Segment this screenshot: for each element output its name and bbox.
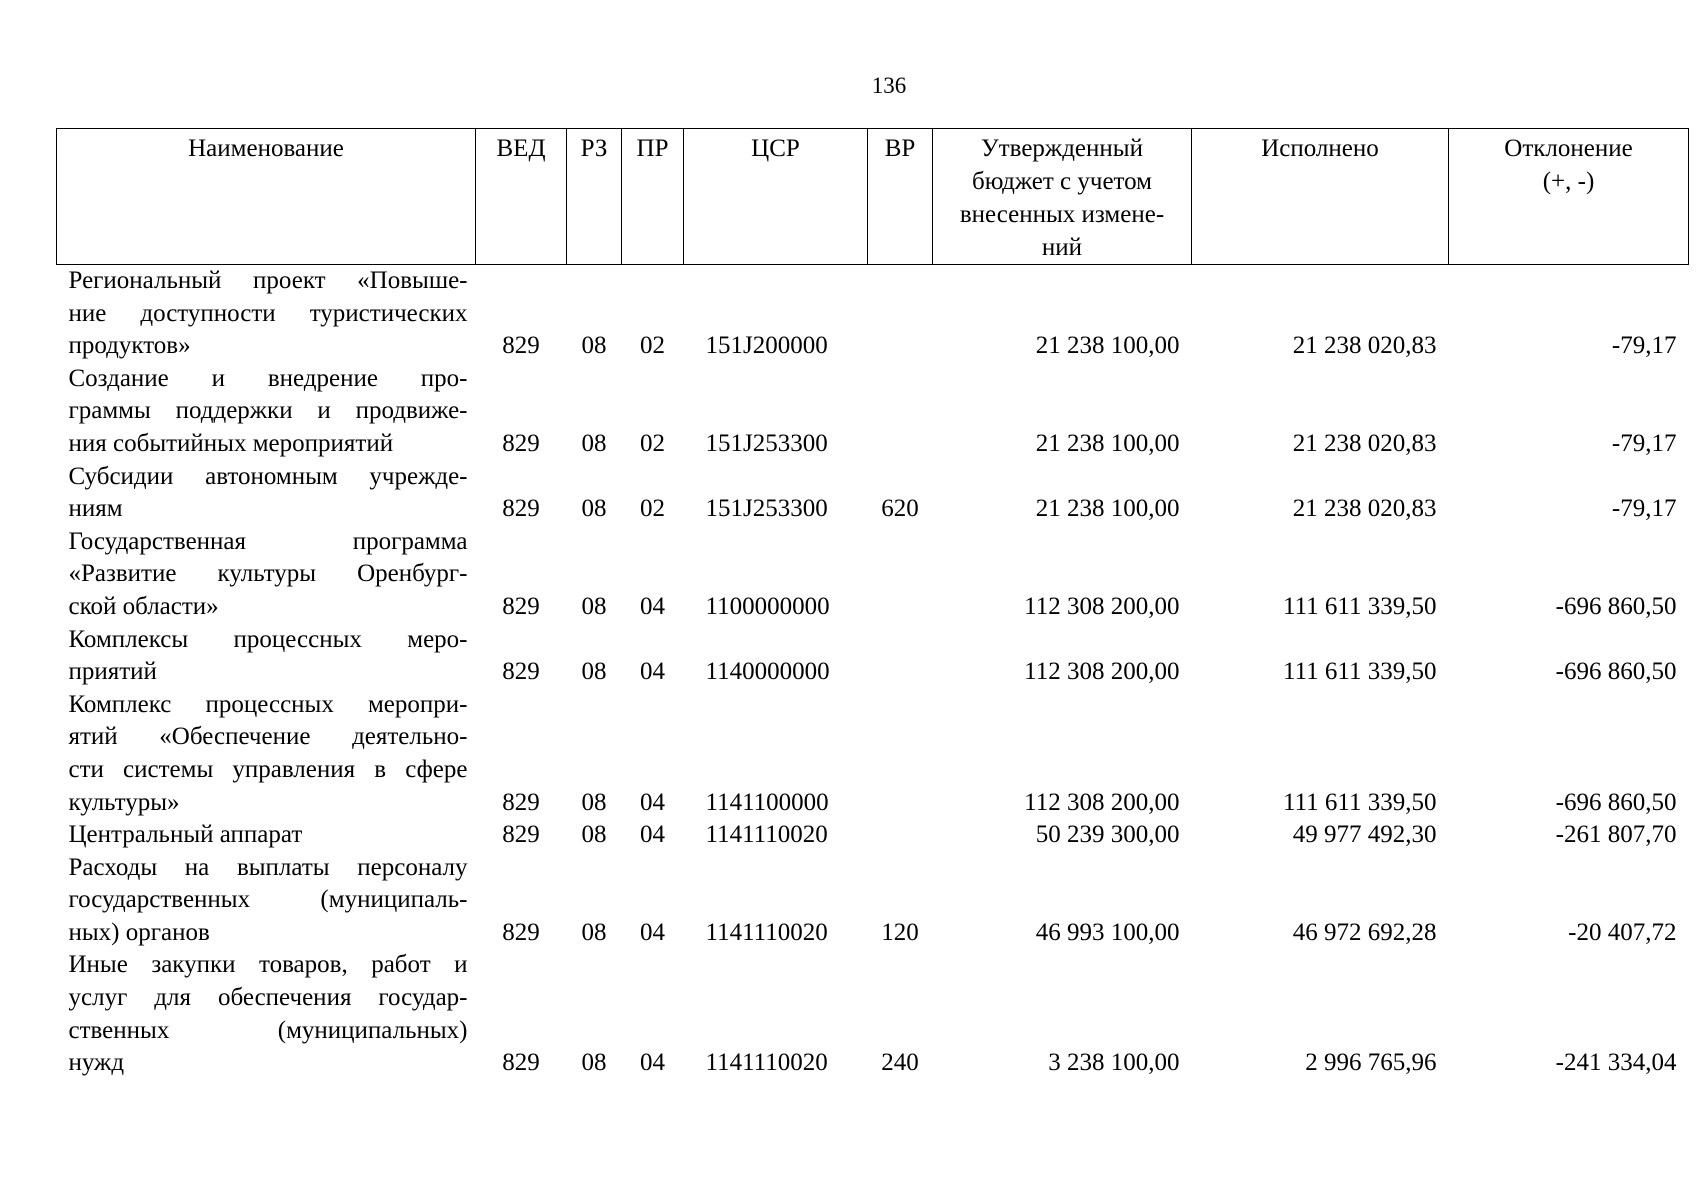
table-row <box>57 363 1689 461</box>
table-row <box>57 689 1689 819</box>
cell-vr <box>868 624 933 689</box>
cell-executed: 111 611 339,50 <box>1283 788 1437 816</box>
cell-name-line: Создание и внедрение про- <box>68 364 468 392</box>
cell-name-line: ской области» <box>68 592 219 620</box>
cell-name <box>57 819 476 852</box>
cell-deviation: -79,17 <box>1611 429 1677 457</box>
cell-vr: 120 <box>881 918 919 946</box>
cell-vr: 240 <box>881 1049 919 1077</box>
cell-csr: 1141110020 <box>705 821 828 849</box>
cell-deviation: -241 334,04 <box>1555 1049 1677 1077</box>
cell-name-line: «Развитие культуры Оренбург- <box>68 560 468 588</box>
cell-pr: 04 <box>640 1049 665 1077</box>
cell-csr: 1141100000 <box>705 788 829 816</box>
cell-rz: 08 <box>581 495 607 523</box>
cell-vr <box>868 689 933 819</box>
cell-csr: 1100000000 <box>705 592 830 620</box>
cell-name <box>57 461 476 526</box>
header-line: Отклонение <box>1504 135 1633 162</box>
cell-approved: 21 238 100,00 <box>1035 495 1180 523</box>
cell-name-line: Расходы на выплаты персоналу <box>68 853 468 881</box>
cell-executed: 21 238 020,83 <box>1292 429 1437 457</box>
cell-name-line: услуг для обеспечения государ- <box>68 984 468 1012</box>
cell-name <box>57 265 476 363</box>
header-line: (+, -) <box>1542 168 1595 195</box>
cell-approved: 112 308 200,00 <box>1024 592 1180 620</box>
column-header-approved <box>933 129 1192 265</box>
cell-name-line: Комплексы процессных меро- <box>68 625 468 653</box>
cell-name-line: ных) органов <box>68 918 210 946</box>
cell-vr <box>868 265 933 363</box>
table-row <box>57 819 1689 852</box>
cell-approved: 3 238 100,00 <box>1048 1049 1180 1077</box>
header-line: внесенных измене- <box>959 201 1165 228</box>
table-row <box>57 265 1689 363</box>
table-row <box>57 852 1689 950</box>
page-number: 136 <box>871 73 907 98</box>
cell-name-line: культуры» <box>68 788 180 816</box>
cell-name-line: сти системы управления в сфере <box>68 755 468 783</box>
cell-vr: 620 <box>881 495 919 523</box>
cell-name-line: ние доступности туристических <box>68 299 468 327</box>
cell-deviation: -696 860,50 <box>1555 788 1677 816</box>
column-header-vr: ВР <box>868 129 933 265</box>
column-header-deviation <box>1449 129 1689 265</box>
column-header-csr: ЦСР <box>684 129 868 265</box>
cell-approved: 112 308 200,00 <box>1024 788 1180 816</box>
cell-pr: 04 <box>640 658 665 686</box>
cell-pr: 04 <box>640 788 665 816</box>
cell-name-line: нужд <box>68 1049 125 1077</box>
cell-name-line: Государственная программа <box>68 527 468 555</box>
cell-pr: 02 <box>640 495 665 523</box>
cell-csr: 1140000000 <box>705 658 830 686</box>
cell-deviation: -261 807,70 <box>1555 821 1677 849</box>
table-row <box>57 526 1689 624</box>
table-body <box>57 265 1689 1080</box>
cell-approved: 112 308 200,00 <box>1024 658 1180 686</box>
cell-name-line: ственных (муниципальных) <box>68 1016 468 1044</box>
cell-pr: 02 <box>640 332 665 360</box>
table-row <box>57 461 1689 526</box>
cell-approved: 46 993 100,00 <box>1035 918 1180 946</box>
cell-rz: 08 <box>581 788 607 816</box>
cell-approved: 21 238 100,00 <box>1035 332 1180 360</box>
cell-name-line: Центральный аппарат <box>68 821 303 849</box>
cell-vr <box>868 526 933 624</box>
cell-executed: 49 977 492,30 <box>1292 821 1437 849</box>
cell-approved: 21 238 100,00 <box>1035 429 1180 457</box>
cell-name-line: Субсидии автономным учрежде- <box>68 462 468 490</box>
cell-executed: 21 238 020,83 <box>1292 332 1437 360</box>
cell-rz: 08 <box>581 332 607 360</box>
cell-deviation: -79,17 <box>1611 495 1677 523</box>
cell-executed: 21 238 020,83 <box>1292 495 1437 523</box>
cell-name-line: Комплекс процессных меропри- <box>68 690 468 718</box>
cell-rz: 08 <box>581 821 607 849</box>
column-header-pr: ПР <box>622 129 684 265</box>
cell-name <box>57 526 476 624</box>
cell-name <box>57 852 476 950</box>
column-header-ved: ВЕД <box>476 129 567 265</box>
cell-name-line: государственных (муниципаль- <box>68 886 468 914</box>
cell-ved: 829 <box>502 658 540 686</box>
cell-ved: 829 <box>502 592 540 620</box>
cell-vr <box>868 819 933 852</box>
cell-rz: 08 <box>581 1049 607 1077</box>
cell-rz: 08 <box>581 429 607 457</box>
cell-csr: 151J253300 <box>705 429 828 457</box>
header-line: Утвержденный <box>981 135 1143 162</box>
cell-csr: 151J253300 <box>705 495 828 523</box>
cell-name-line: ятий «Обеспечение деятельно- <box>68 723 468 751</box>
header-line: ний <box>1041 234 1083 261</box>
cell-csr: 1141110020 <box>705 1049 828 1077</box>
cell-deviation: -696 860,50 <box>1555 658 1677 686</box>
cell-deviation: -696 860,50 <box>1555 592 1677 620</box>
cell-ved: 829 <box>502 1049 540 1077</box>
cell-approved: 50 239 300,00 <box>1035 821 1180 849</box>
cell-name <box>57 949 476 1079</box>
table-header-row <box>57 129 1689 265</box>
table-row <box>57 949 1689 1079</box>
cell-name <box>57 363 476 461</box>
cell-name-line: Региональный проект «Повыше- <box>68 267 468 294</box>
column-header-executed: Исполнено <box>1192 129 1449 265</box>
cell-rz: 08 <box>581 592 607 620</box>
cell-name <box>57 689 476 819</box>
table-row <box>57 624 1689 689</box>
header-line: бюджет с учетом <box>971 168 1153 195</box>
cell-ved: 829 <box>502 429 540 457</box>
cell-name-line: ниям <box>68 495 123 523</box>
cell-rz: 08 <box>581 658 607 686</box>
cell-vr <box>868 363 933 461</box>
cell-name <box>57 624 476 689</box>
cell-executed: 46 972 692,28 <box>1292 918 1437 946</box>
cell-name-line: приятий <box>68 658 157 686</box>
cell-pr: 04 <box>640 918 665 946</box>
cell-csr: 1141110020 <box>705 918 828 946</box>
cell-ved: 829 <box>502 918 540 946</box>
cell-pr: 04 <box>640 592 665 620</box>
cell-ved: 829 <box>502 332 540 360</box>
cell-rz: 08 <box>581 918 607 946</box>
cell-ved: 829 <box>502 821 540 849</box>
cell-pr: 02 <box>640 429 665 457</box>
cell-name-line: продуктов» <box>68 332 191 360</box>
cell-name-line: ния событийных мероприятий <box>68 429 394 457</box>
column-header-name: Наименование <box>57 129 476 265</box>
cell-executed: 111 611 339,50 <box>1283 658 1437 686</box>
column-header-rz: РЗ <box>567 129 622 265</box>
budget-execution-table <box>56 128 1689 1080</box>
cell-ved: 829 <box>502 788 540 816</box>
cell-deviation: -79,17 <box>1611 332 1677 360</box>
cell-deviation: -20 407,72 <box>1568 918 1677 946</box>
cell-name-line: граммы поддержки и продвиже- <box>68 397 468 425</box>
cell-executed: 111 611 339,50 <box>1283 592 1437 620</box>
cell-pr: 04 <box>640 821 665 849</box>
cell-name-line: Иные закупки товаров, работ и <box>68 951 468 979</box>
cell-csr: 151J200000 <box>705 332 828 360</box>
cell-ved: 829 <box>502 495 540 523</box>
cell-executed: 2 996 765,96 <box>1305 1049 1437 1077</box>
